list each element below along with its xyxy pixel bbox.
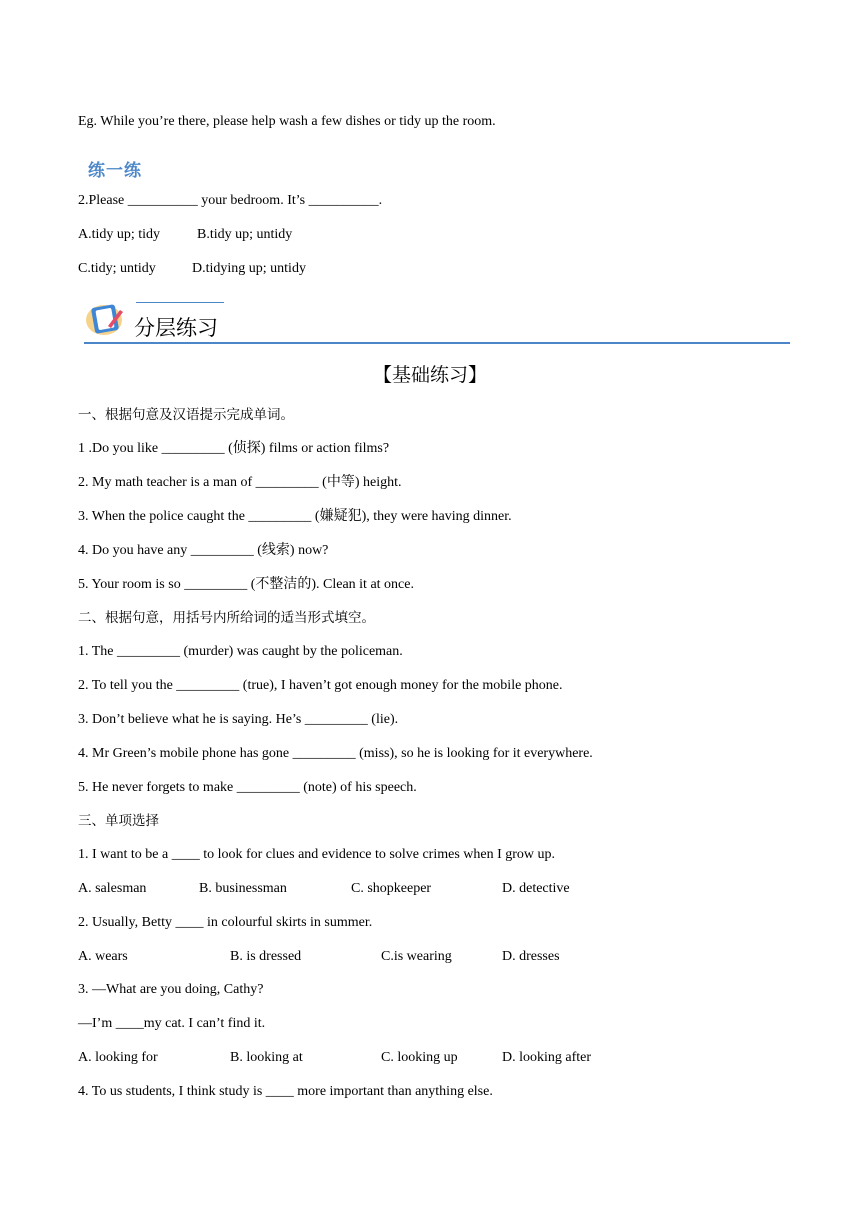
part3-heading: 三、单项选择 (78, 813, 159, 829)
part1-item-2: 2. My math teacher is a man of _________ (中等) height. (78, 475, 402, 490)
header-top-line (136, 302, 224, 303)
q1-option-a: A. salesman (78, 881, 147, 896)
q1-option-c: C. shopkeeper (351, 881, 432, 896)
practice-label: 练一练 (88, 161, 142, 181)
part1-item-3: 3. When the police caught the _________ (嫌疑犯), they were having dinner. (78, 509, 512, 524)
basic-practice-title: 【基础练习】 (372, 364, 487, 386)
q2-option-d: D. dresses (502, 949, 560, 964)
part3-question-4: 4. To us students, I think study is ____ more important than anything else. (78, 1084, 493, 1099)
q2-option-a: A. wears (78, 949, 128, 964)
part3-question-1: 1. I want to be a ____ to look for clues and evidence to solve crimes when I grow up. (78, 847, 556, 862)
example-sentence: Eg. While you’re there, please help wash a few dishes or tidy up the room. (78, 114, 496, 129)
practice-option-a: A.tidy up; tidy (78, 227, 161, 242)
q3-option-c: C. looking up (381, 1050, 458, 1065)
part2-item-5: 5. He never forgets to make _________ (note) of his speech. (78, 780, 417, 795)
q3-option-a: A. looking for (78, 1050, 158, 1065)
practice-option-b: B.tidy up; untidy (197, 227, 293, 242)
q3-option-d: D. looking after (502, 1050, 592, 1065)
notebook-icon (84, 298, 128, 338)
part1-item-1: 1 .Do you like _________ (侦探) films or action films? (78, 441, 390, 456)
part3-question-3-reply: —I’m ____my cat. I can’t find it. (78, 1016, 266, 1031)
q1-option-b: B. businessman (199, 881, 287, 896)
q3-option-b: B. looking at (230, 1050, 303, 1065)
practice-option-c: C.tidy; untidy (78, 261, 156, 276)
section-title: 分层练习 (134, 316, 218, 340)
header-rule (84, 342, 790, 344)
q2-option-b: B. is dressed (230, 949, 302, 964)
part1-heading: 一、根据句意及汉语提示完成单词。 (78, 407, 294, 423)
part1-item-5: 5. Your room is so _________ (不整洁的). Clean it at once. (78, 577, 414, 592)
part2-item-4: 4. Mr Green’s mobile phone has gone _________ (miss), so he is looking for it everywhere. (78, 746, 593, 761)
part2-heading: 二、根据句意，用括号内所给词的适当形式填空。 (78, 610, 375, 626)
q2-option-c: C.is wearing (381, 949, 452, 964)
part2-item-1: 1. The _________ (murder) was caught by the policeman. (78, 644, 403, 659)
section-header (84, 296, 790, 348)
practice-question: 2.Please __________ your bedroom. It’s __________. (78, 193, 383, 208)
q1-option-d: D. detective (502, 881, 570, 896)
part1-item-4: 4. Do you have any _________ (线索) now? (78, 543, 329, 558)
part2-item-3: 3. Don’t believe what he is saying. He’s _________ (lie). (78, 712, 399, 727)
part2-item-2: 2. To tell you the _________ (true), I haven’t got enough money for the mobile phone. (78, 678, 563, 693)
part3-question-2: 2. Usually, Betty ____ in colourful skirts in summer. (78, 915, 373, 930)
practice-option-d: D.tidying up; untidy (192, 261, 306, 276)
part3-question-3: 3. —What are you doing, Cathy? (78, 982, 264, 997)
